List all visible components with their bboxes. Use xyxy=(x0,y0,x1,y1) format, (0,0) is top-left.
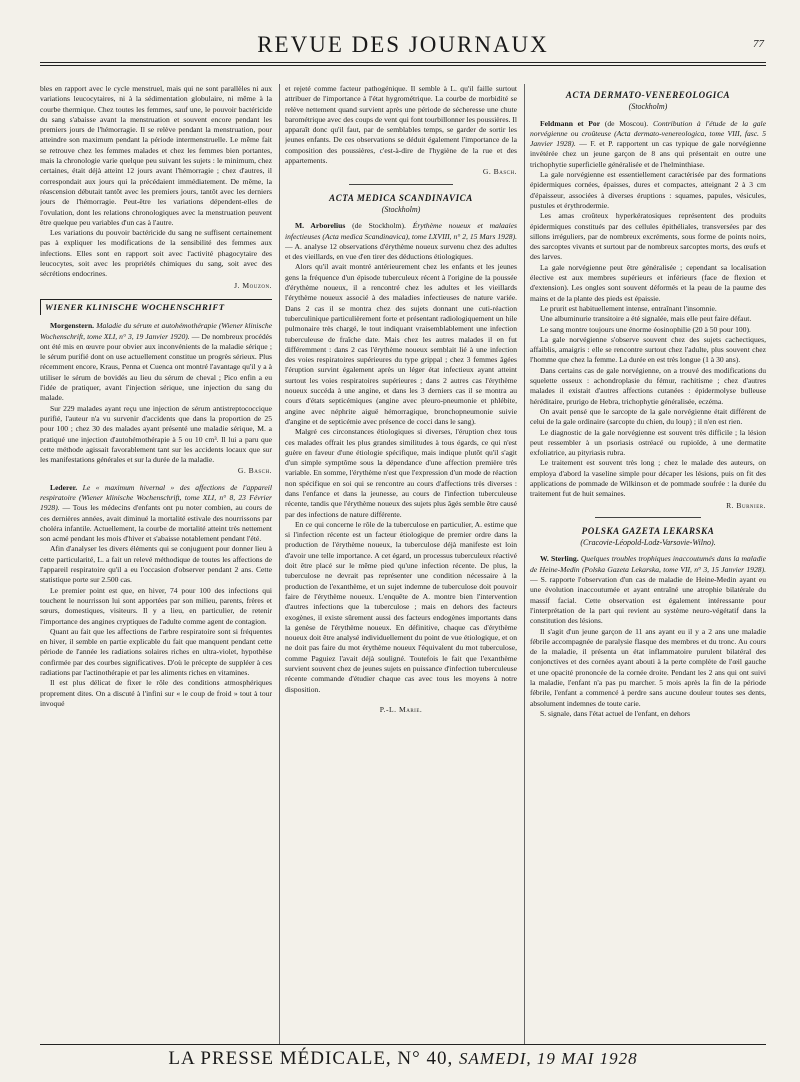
section-heading: POLSKA GAZETA LEKARSKA xyxy=(581,525,715,536)
article-title: Érythème noueux et malaaies infectieuses (Acta medica Scandinavica), tome LXVIII, n° 2, 15 Mars 1928). xyxy=(285,221,517,241)
section-subheading: (Stockholm) xyxy=(628,102,668,112)
footer-rule xyxy=(40,1044,766,1045)
section-subheading: (Cracovie-Léopold-Lodz-Varsovie-Wilno). xyxy=(580,538,716,548)
paragraph: Alors qu'il avait montré antérieurement chez les enfants et les jeunes gens la fréquence d'un épisode tuberculeux récent à l'origine de la poussée d'érythème noueux, il a rencontré chez les adultes et les vieillards l'érythème noueux associé à des maladies infectieuses de nature variée. Dans 2 cas il se montra chez des sujets donnant une cuti-réaction tuberculinique particulièrement forte et présentant radiologiquement un hile pulmonaire très chargé, le tout indiquant vraisemblablement une infection tuberculeuse de fraîche date. Mais chez les autres malades il en fut différemment : dans 2 cas l'érythème noueux semblait lié à une infection des voies respiratoires supérieures du type grippal ; chez 3 femmes âgées l'éruption survint également après un léger état infectieux ayant atteint surtout les voies respiratoires supérieures ; dans 2 autres cas l'érythème noueux succéda à une angine, et dans les 3 derniers cas il se montra au cours d'états septicémiques (angine avec pleuro-pneumonie et phlébite, angine avec néphrite aiguë hémorragique, bronchopneumonie suivie d'angine et de septicémie avec présence de cocci dans le sang). xyxy=(285,262,517,426)
article-signature: R. Burnier. xyxy=(726,500,766,510)
column-left xyxy=(40,84,272,1042)
paragraph: La gale norvégienne peut être généralisée ; cependant sa localisation élective est aux membres supérieurs et inférieurs (face de flexion et d'extension). Les ongles sont souvent déformés et la peau de la paume des mains et de la plante des pieds est épaissie. xyxy=(530,262,766,303)
article-signature: J. Mouzon. xyxy=(234,280,272,290)
article-signature: G. Basch. xyxy=(237,466,272,476)
paragraph: Il s'agit d'un jeune garçon de 11 ans ayant eu il y a 2 ans une maladie fébrile accompagnée de paralysie flasque des membres et du tronc. Au cours de la maladie, il présenta un état inflammatoire purulent bilatéral des conjonctives et des cornées ayant abouti à la perte complète de l'œil gauche et une opacité prononcée de la cornée droite. Pendant les 2 ans qui ont suivi la maladie, l'enfant n'a pas pu marcher. 5 mois après la fin de la période fébrile, l'enfant a commencé à perdre sans aucune douleur toutes ses dents, absolument indemnes de toute carie. xyxy=(530,626,766,708)
article-title: Le « maximum hivernal » des affections de l'appareil respiratoire (Wiener klinische Wochenschrift, tome XLI, n° 8, 23 Février 1928). xyxy=(40,482,272,513)
article-title: Maladie du sérum et autohémothérapie (Wiener klinische Wochenschrift, tome XLI, n° 3, 19 Janvier 1920). xyxy=(40,321,272,341)
column-middle xyxy=(285,84,517,1042)
section-subheading: (Stockholm) xyxy=(381,204,421,214)
article-text: — F. et P. rapportent un cas typique de gale norvégienne invétérée chez un jeune garçon de 8 ans qui présentait en outre une trichophytie superficielle généralisée et de l'helminthiase. xyxy=(530,139,766,169)
paragraph: Sur 229 malades ayant reçu une injection de sérum antistreptococcique purifié, l'auteur n'a vu survenir d'accidents que dans la proportion de 25 pour 100 ; chez 30 des malades ayant présenté une maladie sérique, M. a pratiqué une injection d'autohémothérapie à 5 ou 10 cm³. Il lui a paru que cette méthode agissait favorablement tant sur les accidents locaux que sur les manifestations générales et sur la durée de la maladie. xyxy=(40,403,272,465)
section-heading: ACTA DERMATO-VENEREOLOGICA xyxy=(565,90,731,100)
footer-date: SAMEDI, 19 MAI 1928 xyxy=(459,1049,638,1068)
header-rule xyxy=(40,62,766,63)
paragraph: La gale norvégienne est essentiellement caractérisée par des formations épidermiques cornées, épaisses, dures et compactes, atteignant 2 à 3 cm d'épaisseur, associées à diverses éruptions : squames, papules, vésicules, pustules et érythrodermie. xyxy=(530,170,766,210)
article-text: — A. analyse 12 observations d'érythème noueux survenu chez des adultes et des vieillards, en vue d'en tirer des déductions étiologiques. xyxy=(285,241,517,262)
paragraph: La gale norvégienne s'observe souvent chez des sujets cachectiques, affaiblis, amaigris : elle se rencontre surtout chez l'adulte, plus souvent chez l'homme que chez la femme. La durée en est très longue (1 à 30 ans). xyxy=(530,334,766,365)
article-text: — Tous les médecins d'enfants ont pu noter combien, au cours de ces dernières années, avait diminué la mortalité estivale des nourrissons par choléra infantile. Actuellement, la courbe de mortalité atteint très nettement son acmé pendant les mois d'hiver et s'abaisse notablement pendant l'été. xyxy=(40,503,272,544)
column-right xyxy=(530,84,766,1042)
article-entry xyxy=(530,119,766,170)
footer-journal: LA PRESSE MÉDICALE, N° 40, xyxy=(168,1048,454,1069)
paragraph: Le sang montre toujours une énorme éosinophilie (20 à 50 pour 100). xyxy=(540,324,751,334)
section-heading: ACTA MEDICA SCANDINAVICA xyxy=(329,192,473,203)
article-author-location: (de Stockholm). xyxy=(352,221,406,231)
paragraph: Le prurit est habituellement intense, entraînant l'insomnie. xyxy=(540,303,717,313)
article-entry xyxy=(285,221,517,262)
paragraph: Il est plus délicat de fixer le rôle des conditions atmosphériques proprement dites. On a discuté à l'infini sur « le coup de froid » tout à tour invoqué xyxy=(40,678,272,708)
article-title: Quelques troubles trophiques inaccoutumés dans la maladie de Heine-Medin (Polska Gazeta Lekarska, tome VII, n° 3, 15 Janvier 1928). xyxy=(530,554,766,574)
article-author: W. Sterling. xyxy=(540,554,579,564)
page-title: REVUE DES JOURNAUX xyxy=(257,32,549,57)
article-text: — De nombreux procédés ont été mis en œuvre pour obvier aux inconvénients de la maladie sérique ; le sérum purifié dont on use actuellement constitue un progrès sérieux. Plus récemment encore, Kraus, Penna et Cuenca ont montré l'avantage qu'il y a à utiliser le sérum de bovidés au lieu du sérum de cheval ; Pico enfin a eu l'idée de pratiquer, avant l'injection sérique, une injection du sang du malade. xyxy=(40,331,272,403)
article-author: Lederer. xyxy=(50,482,78,492)
page-footer xyxy=(40,1044,766,1072)
paragraph: Le traitement est souvent très long ; chez le malade des auteurs, on employa d'abord la vaseline simple pour décaper les lésions, puis on fit des applications de pommade de Wilkinson et de pommade soufrée : la durée du traitement fut de huit semaines. xyxy=(530,458,766,499)
column-divider xyxy=(524,84,525,1044)
section-rule xyxy=(349,184,453,185)
section-rule xyxy=(595,517,701,518)
article-author: Feldmann et Por xyxy=(540,118,601,128)
paragraph: Les variations du pouvoir bactéricide du sang ne suffisent certainement pas à expliquer les modifications de la sensibilité des femmes aux infections. Elles sont en rapport soit avec l'activité phagocytaire des leucocytes, soit avec les propriétés chimiques du sang, soit avec des sécrétions endocrines. xyxy=(40,228,272,279)
article-author: Morgenstern. xyxy=(50,321,95,331)
article-signature: G. Basch. xyxy=(482,167,517,177)
footer-line xyxy=(40,1048,766,1070)
paragraph: En ce qui concerne le rôle de la tuberculose en particulier, A. estime que si l'infection récente est un facteur étiologique de premier ordre dans la production de l'érythème noueux, la tuberculose déjà manifeste est loin d'avoir une telle importance. A cet égard, un processus tuberculeux réactivé doit être placé sur le même pied qu'une infection récente. De plus, la tuberculose ne devrait pas représenter une condition nécessaire à la production de l'exanthème, et un sujet indemne de tuberculose doit pouvoir faire de l'érythème noueux. L'enquête de A. montre bien l'intervention d'autres infections que la tuberculose ; mais en dehors des facteurs exogènes, il existe sûrement aussi des facteurs endogènes importants dans la genèse de l'érythème noueux. En définitive, chaque cas d'érythème noueux doit être analysé individuellement du point de vue étiologique, et on ne doit pas faire du mot érythème noueux l'équivalent du mot tuberculose, comme Paguiez l'avait déjà souligné. Toutefois le fait que l'exanthème survient souvent chez de jeunes sujets en puissance d'infection tuberculeuse récente commande d'étudier chaque cas avec tous les moyens à notre disposition. xyxy=(285,519,517,694)
paragraph: Malgré ces circonstances étiologiques si diverses, l'éruption chez tous ces malades offrait les plus grandes similitudes à tous égards, ce qui n'est guère en faveur d'une étiologie spécifique, mais indique plutôt qu'il s'agit d'un simple symptôme sous la dépendance d'une affection première très variable. En somme, l'érythème n'est que l'expression d'un mode de réaction non spécifique en soi qui se rencontre au cours d'affections très diverses : dans l'enfance et dans la jeunesse, au cours de l'infection tuberculeuse récente, tandis que l'érythème noueux des sujets plus âgés semble être causé par des infections de nature différente. xyxy=(285,427,517,519)
section-heading: WIENER KLINISCHE WOCHENSCHRIFT xyxy=(40,299,272,315)
header-rule-thin xyxy=(40,65,766,66)
paragraph: bles en rapport avec le cycle menstruel, mais qui ne sont parallèles ni aux variations leucocytaires, ni à la sédimentation globulaire, ni même à la courbe thermique. Chez toutes les femmes, sauf une, le pouvoir bactéricide du sang s'abaisse avant la menstruation et souvent encore pendant les premiers jours de l'hémorragie. Il se relève pendant la menstruation, pour atteindre son maximum pendant la période intermenstruelle. Le même fait se retrouve chez les femmes malades et chez les femmes bien portantes, mais la chronologie varie quelque peu suivant les sujets : le minimum, chez certaines, était déjà atteint 12 jours avant l'hémorragie ; chez d'autres, il correspondait aux jours qui la précédaient immédiatement. De même, la réascension débutait tantôt avec les premiers jours, tantôt avec les derniers jours de l'hémorragie. Peut-être les variations dépendent-elles de l'ovulation, dont les relations chronologiques avec la menstruation peuvent être quelque peu variables d'un cas à l'autre. xyxy=(40,84,272,227)
paragraph: et rejeté comme facteur pathogénique. Il semble à L. qu'il faille surtout attribuer de l'importance à l'état hygrométrique. La courbe de morbidité se relève nettement quand survient après une période de sécheresse une chute barométrique avec des coups de vent qui font tourbillonner les poussières. Il apparaît donc qu'il faut, par de semblables temps, se garder de sortir les jeunes enfants. De ces observations se déduit également l'importance de la composition des poussières, c'est-à-dire de l'hygiène de la rue et des appartements. xyxy=(285,84,517,166)
paragraph: S. signale, dans l'état actuel de l'enfant, en dehors xyxy=(540,708,691,718)
article-author-location: (de Moscou). xyxy=(604,118,649,128)
article-entry xyxy=(40,321,272,403)
article-title: Contribution à l'étude de la gale norvégienne ou croûteuse (Acta dermato-venereologica, tome VIII, fasc. 5 Janvier 1928). xyxy=(530,118,766,149)
paragraph: Afin d'analyser les divers éléments qui se conjuguent pour donner lieu à cette particularité, L. a fait un relevé méthodique de toutes les affections de l'appareil respiratoire qu'il a eu l'occasion d'observer pendant 2 ans. Cette statistique porte sur 2.500 cas. xyxy=(40,544,272,585)
paragraph: Le premier point est que, en hiver, 74 pour 100 des infections qui touchent le nourrisson lui sont apportées par son milieu, parents, frères et sœurs, domestiques, visiteurs. Il y a lieu, en particulier, de retenir l'importance des angines cryptiques de l'adulte comme agent de contagion. xyxy=(40,585,272,626)
paragraph: Une albuminurie transitoire a été signalée, mais elle peut faire défaut. xyxy=(540,314,752,324)
article-entry xyxy=(530,554,766,626)
paragraph: Quant au fait que les affections de l'arbre respiratoire sont si fréquentes en hiver, il semble en partie explicable du fait que manquent pendant cette période de l'année les radiations solaires riches en ultra-violet, hypothèse confirmée par des courbes significatives. D'où le précepte de suppléer à ces radiations par l'actinothérapie et par les aliments riches en vitamines. xyxy=(40,626,272,678)
page-number: 77 xyxy=(753,38,764,50)
paragraph: Dans certains cas de gale norvégienne, on a trouvé des modifications du squelette osseux : achondroplasie du fémur, rachitisme ; chez d'autres malades il existait d'autres affections cutanées : épidermolyse bulleuse héréditaire, prurigo de Hebra, trichophytie généralisée, eczéma. xyxy=(530,365,766,406)
article-text: — S. rapporte l'observation d'un cas de maladie de Heine-Medin ayant eu une évolution inaccoutumée et ayant entraîné une atrophie bilatérale du massif facial. Cette observation est également intéressante pour l'interprétation de la part qui revient au système neuro-végétatif dans la constitution des lésions. xyxy=(530,575,766,626)
paragraph: On avait pensé que le sarcopte de la gale norvégienne était différent de celui de la gale ordinaire (sarcopte du chien, du loup) ; il n'en est rien. xyxy=(530,406,766,427)
article-signature: P.-L. Marie. xyxy=(379,704,423,714)
paragraph: Le diagnostic de la gale norvégienne est souvent très difficile ; la lésion peut ressembler à un psoriasis ostréacé ou rupioïde, à une dermatite exfoliatrice, au pityriasis rubra. xyxy=(530,427,766,458)
page-header xyxy=(40,30,766,68)
article-entry xyxy=(40,483,272,545)
article-author: M. Arborelius xyxy=(295,221,346,231)
column-divider xyxy=(279,84,280,1044)
paragraph: Les amas croûteux hyperkératosiques représentent des produits épidermiques constitués par des cellules épithéliales, transversées par des sillons irréguliers, par de nombreux excréments, sous forme de points noirs, des sarcoptes vivants et surtout par de nombreux sarcoptes morts, des œufs et des larves. xyxy=(530,211,766,262)
